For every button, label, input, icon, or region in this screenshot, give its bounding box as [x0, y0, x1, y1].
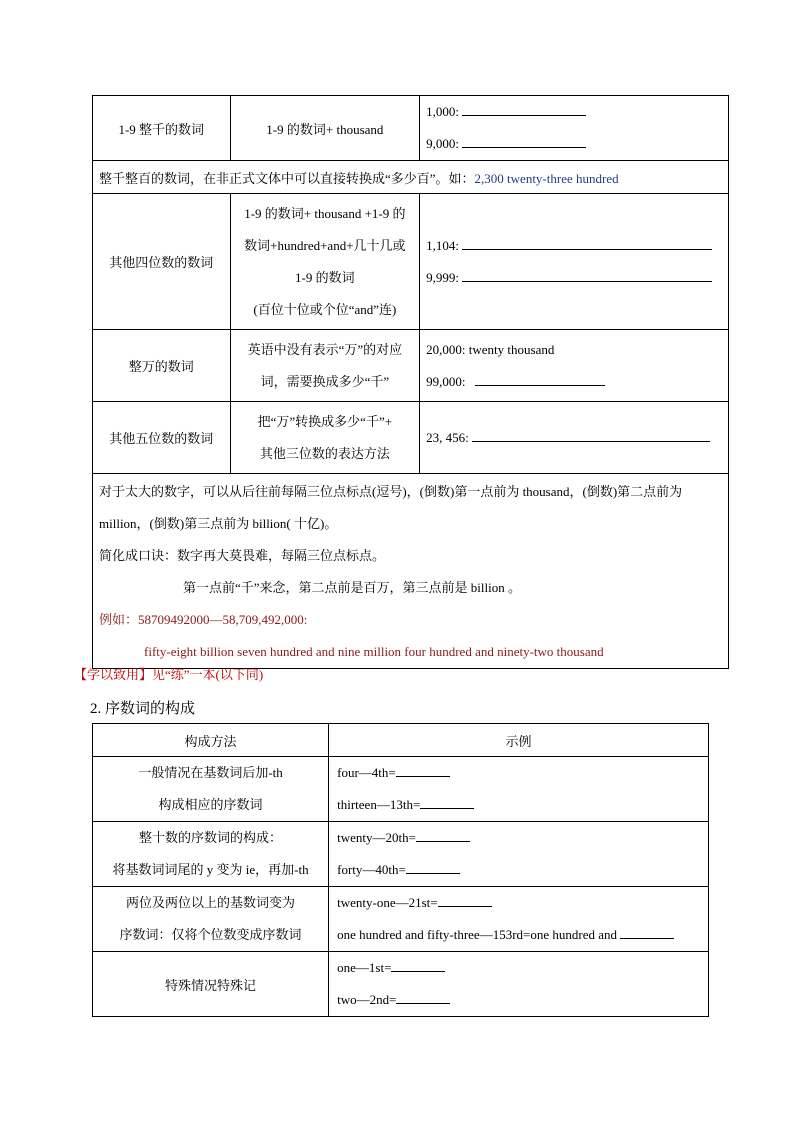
answer-blank[interactable]	[396, 991, 450, 1004]
example-cell	[420, 402, 729, 474]
category-cell: 1-9 整千的数词	[93, 96, 231, 161]
answer-blank[interactable]	[472, 429, 710, 442]
method-cell	[93, 757, 329, 822]
answer-blank[interactable]	[416, 829, 470, 842]
example-text: twenty-one—21st=	[337, 895, 438, 910]
method-line: 把“万”转换成多少“千”+	[257, 413, 393, 429]
example-text: four—4th=	[337, 765, 396, 780]
method-line: 1-9 的数词+ thousand +1-9 的	[244, 205, 406, 221]
table-row	[93, 757, 709, 822]
answer-blank[interactable]	[462, 135, 586, 148]
table-row	[93, 161, 729, 194]
answer-blank[interactable]	[462, 269, 712, 282]
method-line: 词，需要换成多少“千”	[260, 373, 390, 389]
method-cell	[93, 887, 329, 952]
method-line: 构成相应的序数词	[158, 797, 263, 812]
example-text: one—1st=	[337, 960, 392, 975]
method-cell: 1-9 的数词+ thousand	[230, 96, 420, 161]
note-example: 2,300 twenty-three hundred	[474, 170, 619, 186]
answer-blank[interactable]	[396, 764, 450, 777]
example-line: 例如：58709492000—58,709,492,000:	[99, 612, 308, 627]
explanation-cell	[93, 474, 729, 669]
table-row	[93, 952, 709, 1017]
method-line: 数词+hundred+and+几十几或	[244, 237, 406, 253]
example-text: one hundred and fifty-three—153rd=one hundred and	[337, 927, 618, 942]
answer-blank[interactable]	[462, 103, 586, 116]
method-line: 将基数词词尾的 y 变为 ie，再加-th	[112, 862, 309, 877]
table-row	[93, 474, 729, 669]
method-line: 1-9 的数词	[295, 269, 355, 285]
answer-blank[interactable]	[406, 861, 460, 874]
example-label: 99,000:	[426, 373, 466, 389]
example-text: 20,000: twenty thousand	[426, 341, 555, 357]
table-row	[93, 402, 729, 474]
explanation-line: million，(倒数)第三点前为 billion( 十亿)。	[99, 516, 338, 531]
example-cell	[420, 96, 729, 161]
ordinal-numbers-table	[92, 723, 709, 1017]
practice-label: 【学以致用】	[74, 667, 153, 682]
answer-blank[interactable]	[391, 959, 445, 972]
method-cell	[93, 822, 329, 887]
answer-blank[interactable]	[475, 373, 605, 386]
table-row	[93, 194, 729, 330]
method-line: 两位及两位以上的基数词变为	[126, 895, 296, 910]
example-cell	[420, 194, 729, 330]
explanation-line: 简化成口诀：数字再大莫畏难，每隔三位点标点。	[99, 548, 386, 563]
answer-blank[interactable]	[438, 894, 492, 907]
explanation-line: 第一点前“千”来念，第二点前是百万，第三点前是 billion 。	[183, 580, 521, 595]
example-label: 9,000:	[426, 136, 460, 151]
method-cell	[230, 194, 420, 330]
method-cell	[230, 402, 420, 474]
example-text: forty—40th=	[337, 862, 406, 877]
method-cell: 特殊情况特殊记	[93, 952, 329, 1017]
example-text: thirteen—13th=	[337, 797, 421, 812]
table-row	[93, 822, 709, 887]
table-row	[93, 96, 729, 161]
example-label: 1,104:	[426, 237, 460, 253]
column-header: 构成方法	[93, 724, 329, 757]
example-cell	[420, 330, 729, 402]
answer-blank[interactable]	[620, 926, 674, 939]
example-text: two—2nd=	[337, 992, 397, 1007]
example-label: 9,999:	[426, 269, 460, 285]
category-cell: 整万的数词	[93, 330, 231, 402]
answer-blank[interactable]	[462, 237, 712, 250]
table-header-row	[93, 724, 709, 757]
category-cell: 其他五位数的数词	[93, 402, 231, 474]
example-label: 23, 456:	[426, 430, 469, 445]
method-line: 其他三位数的表达方法	[259, 445, 390, 461]
section-title: 2. 序数词的构成	[90, 701, 196, 717]
method-line: (百位十位或个位“and”连)	[253, 301, 397, 317]
note-text: 整千整百的数词，在非正式文体中可以直接转换成“多少百”。如：	[99, 170, 475, 186]
category-cell: 其他四位数的数词	[93, 194, 231, 330]
cardinal-numbers-table	[92, 95, 729, 669]
method-line: 英语中没有表示“万”的对应	[247, 341, 403, 357]
example-cell	[329, 822, 709, 887]
method-cell	[230, 330, 420, 402]
example-line: fifty-eight billion seven hundred and nine million four hundred and ninety-two thousand	[144, 644, 604, 659]
table-row	[93, 330, 729, 402]
answer-blank[interactable]	[420, 796, 474, 809]
example-cell	[329, 887, 709, 952]
column-header: 示例	[329, 724, 709, 757]
practice-text: 见“练”一本(以下同)	[152, 667, 264, 682]
note-cell	[93, 161, 729, 194]
method-line: 整十数的序数词的构成：	[139, 830, 283, 845]
example-text: twenty—20th=	[337, 830, 416, 845]
practice-note	[74, 664, 263, 683]
explanation-line: 对于太大的数字，可以从后往前每隔三位点标点(逗号)，(倒数)第一点前为 thousand，(倒数)第二点前为	[99, 484, 683, 499]
table-row	[93, 887, 709, 952]
example-cell	[329, 952, 709, 1017]
method-line: 一般情况在基数词后加-th	[138, 765, 283, 780]
example-label: 1,000:	[426, 104, 460, 119]
example-cell	[329, 757, 709, 822]
method-line: 序数词：仅将个位数变成序数词	[119, 927, 302, 942]
